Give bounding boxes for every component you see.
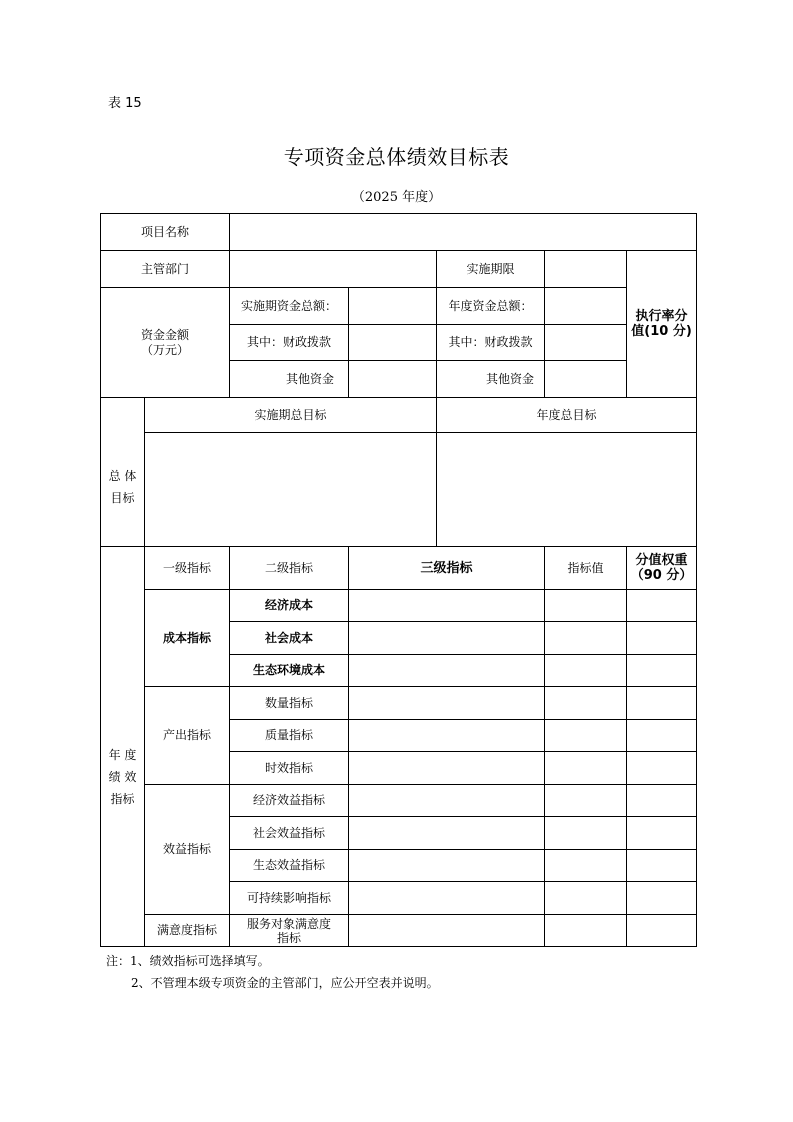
annual-fiscal-funds-label: 其中：财政拨款 (437, 325, 545, 361)
output-item-timeliness: 时效指标 (230, 752, 349, 785)
weight-header-line2: （90 分） (630, 568, 693, 583)
benefit-indicator-label: 效益指标 (145, 785, 230, 915)
annual-other-funds-value[interactable] (545, 361, 627, 398)
cost-ecological-weight[interactable] (627, 655, 697, 687)
cost-item-economic: 经济成本 (230, 590, 349, 622)
benefit-sustainable-level3[interactable] (349, 882, 545, 915)
cost-item-ecological: 生态环境成本 (230, 655, 349, 687)
satisfaction-value[interactable] (545, 915, 627, 947)
cost-economic-value[interactable] (545, 590, 627, 622)
department-value[interactable] (230, 251, 437, 288)
benefit-ecological-value[interactable] (545, 850, 627, 882)
annual-target-header: 年度总目标 (437, 398, 697, 433)
period-label: 实施期限 (437, 251, 545, 288)
cost-social-value[interactable] (545, 622, 627, 655)
level2-header: 二级指标 (230, 547, 349, 590)
output-timeliness-value[interactable] (545, 752, 627, 785)
fiscal-funds-value[interactable] (349, 325, 437, 361)
annual-fiscal-funds-value[interactable] (545, 325, 627, 361)
benefit-item-sustainable: 可持续影响指标 (230, 882, 349, 915)
output-quantity-level3[interactable] (349, 687, 545, 720)
execution-rate-label (627, 251, 697, 398)
output-quality-level3[interactable] (349, 720, 545, 752)
output-item-quality: 质量指标 (230, 720, 349, 752)
period-target-content[interactable] (145, 433, 437, 547)
execution-rate-line2: 值(10 分) (631, 324, 692, 339)
benefit-ecological-level3[interactable] (349, 850, 545, 882)
funds-label-line1: 资金金额 (141, 327, 190, 342)
annual-indicators-line3: 指标 (110, 791, 135, 806)
benefit-item-ecological: 生态效益指标 (230, 850, 349, 882)
cost-ecological-level3[interactable] (349, 655, 545, 687)
benefit-social-value[interactable] (545, 817, 627, 850)
project-name-label: 项目名称 (101, 214, 230, 251)
annual-funds-label: 年度资金总额： (437, 288, 545, 325)
benefit-sustainable-weight[interactable] (627, 882, 697, 915)
funds-label (101, 288, 230, 398)
output-quality-weight[interactable] (627, 720, 697, 752)
cost-social-level3[interactable] (349, 622, 545, 655)
output-item-quantity: 数量指标 (230, 687, 349, 720)
overall-target-label-line1: 总 体 (108, 469, 137, 483)
execution-rate-line1: 执行率分 (635, 309, 688, 324)
output-indicator-label: 产出指标 (145, 687, 230, 785)
other-funds-value[interactable] (349, 361, 437, 398)
cost-indicator-label: 成本指标 (145, 590, 230, 687)
table-number: 表 15 (108, 96, 142, 111)
total-period-funds-value[interactable] (349, 288, 437, 325)
output-timeliness-level3[interactable] (349, 752, 545, 785)
output-quality-value[interactable] (545, 720, 627, 752)
cost-item-social: 社会成本 (230, 622, 349, 655)
level1-header: 一级指标 (145, 547, 230, 590)
annual-funds-value[interactable] (545, 288, 627, 325)
overall-target-label (101, 398, 145, 547)
performance-target-table (100, 213, 697, 947)
benefit-item-economic: 经济效益指标 (230, 785, 349, 817)
satisfaction-item (230, 915, 349, 947)
period-target-header: 实施期总目标 (145, 398, 437, 433)
note-1: 注：1、绩效指标可选择填写。 (106, 954, 270, 968)
footnotes (106, 950, 439, 994)
weight-header (627, 547, 697, 590)
note-2: 2、不管理本级专项资金的主管部门，应公开空表并说明。 (131, 976, 439, 990)
page-title: 专项资金总体绩效目标表 (283, 145, 510, 169)
benefit-economic-value[interactable] (545, 785, 627, 817)
project-name-value[interactable] (230, 214, 697, 251)
output-quantity-weight[interactable] (627, 687, 697, 720)
fiscal-funds-label: 其中：财政拨款 (230, 325, 349, 361)
cost-social-weight[interactable] (627, 622, 697, 655)
cost-economic-level3[interactable] (349, 590, 545, 622)
funds-label-line2: （万元） (141, 342, 190, 357)
weight-header-line1: 分值权重 (635, 553, 688, 568)
cost-ecological-value[interactable] (545, 655, 627, 687)
annual-indicators-line1: 年 度 (108, 747, 137, 762)
annual-other-funds-label: 其他资金 (437, 361, 545, 398)
satisfaction-level3[interactable] (349, 915, 545, 947)
satisfaction-item-line2: 指标 (277, 930, 302, 945)
value-header: 指标值 (545, 547, 627, 590)
benefit-social-level3[interactable] (349, 817, 545, 850)
satisfaction-indicator-label: 满意度指标 (145, 915, 230, 947)
satisfaction-item-line1: 服务对象满意度 (247, 916, 332, 931)
output-timeliness-weight[interactable] (627, 752, 697, 785)
satisfaction-weight[interactable] (627, 915, 697, 947)
year-subtitle: （2025 年度） (351, 190, 442, 205)
period-value[interactable] (545, 251, 627, 288)
other-funds-label: 其他资金 (230, 361, 349, 398)
overall-target-label-line2: 目标 (110, 491, 135, 505)
annual-indicators-label (101, 547, 145, 947)
benefit-social-weight[interactable] (627, 817, 697, 850)
level3-header: 三级指标 (349, 547, 545, 590)
benefit-sustainable-value[interactable] (545, 882, 627, 915)
benefit-ecological-weight[interactable] (627, 850, 697, 882)
total-period-funds-label: 实施期资金总额： (230, 288, 349, 325)
annual-indicators-line2: 绩 效 (108, 769, 137, 784)
annual-target-content[interactable] (437, 433, 697, 547)
benefit-item-social: 社会效益指标 (230, 817, 349, 850)
output-quantity-value[interactable] (545, 687, 627, 720)
cost-economic-weight[interactable] (627, 590, 697, 622)
department-label: 主管部门 (101, 251, 230, 288)
benefit-economic-level3[interactable] (349, 785, 545, 817)
benefit-economic-weight[interactable] (627, 785, 697, 817)
